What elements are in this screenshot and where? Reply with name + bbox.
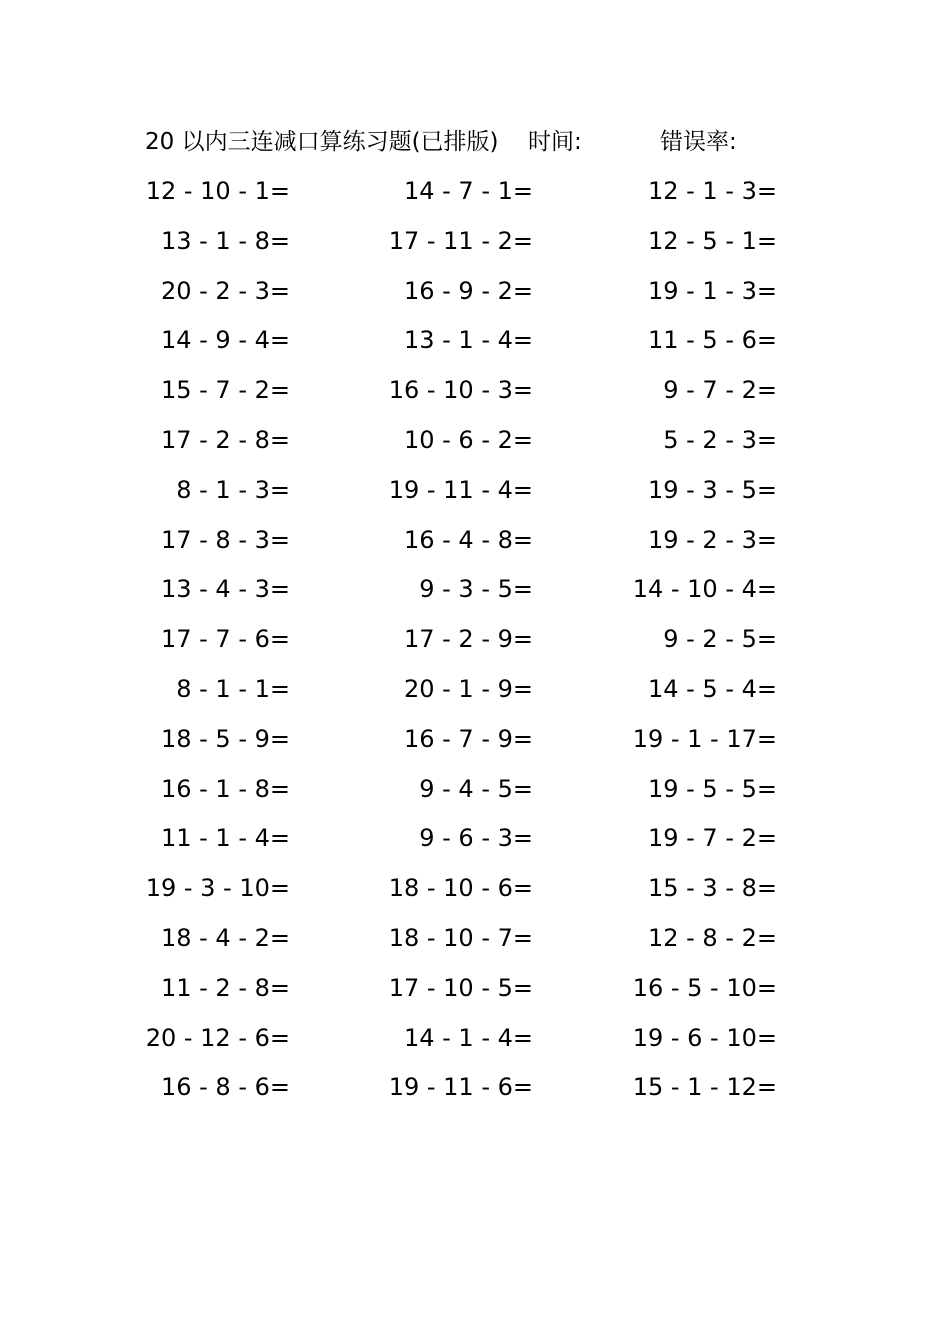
- problem: 18 - 10 - 7=: [388, 923, 533, 952]
- problem-row: [0, 521, 950, 571]
- problem-row: [0, 869, 950, 919]
- problem: 11 - 5 - 6=: [647, 326, 777, 355]
- problem: 9 - 3 - 5=: [419, 575, 533, 604]
- error-rate-label: 错误率:: [660, 129, 737, 155]
- problem: 19 - 3 - 5=: [647, 475, 777, 504]
- worksheet-header: [0, 124, 950, 160]
- problem-row: [0, 222, 950, 272]
- problem-row: [0, 670, 950, 720]
- problem-row: [0, 1068, 950, 1118]
- problem: 16 - 9 - 2=: [403, 276, 533, 305]
- problem: 15 - 3 - 8=: [647, 874, 777, 903]
- problem-row: [0, 371, 950, 421]
- problem: 14 - 1 - 4=: [403, 1023, 533, 1052]
- problem: 20 - 12 - 6=: [145, 1023, 290, 1052]
- problem: 12 - 1 - 3=: [647, 177, 777, 205]
- problem-row: [0, 969, 950, 1019]
- problem-row: [0, 172, 950, 222]
- problem: 9 - 7 - 2=: [663, 376, 777, 405]
- problem: 20 - 1 - 9=: [403, 674, 533, 703]
- problem-grid: [0, 172, 950, 1118]
- problem-row: [0, 272, 950, 322]
- problem: 17 - 11 - 2=: [388, 226, 533, 255]
- problem: 18 - 10 - 6=: [388, 874, 533, 903]
- problem: 9 - 6 - 3=: [419, 824, 533, 853]
- problem: 14 - 9 - 4=: [160, 326, 290, 355]
- problem: 8 - 1 - 1=: [176, 674, 290, 703]
- time-label: 时间:: [528, 129, 582, 155]
- problem: 19 - 3 - 10=: [145, 874, 290, 903]
- problem: 17 - 2 - 9=: [403, 625, 533, 654]
- problem: 16 - 1 - 8=: [160, 774, 290, 803]
- problem: 18 - 5 - 9=: [160, 724, 290, 753]
- problem: 16 - 5 - 10=: [632, 973, 777, 1002]
- problem: 8 - 1 - 3=: [176, 475, 290, 504]
- problem: 20 - 2 - 3=: [160, 276, 290, 305]
- problem: 12 - 10 - 1=: [145, 177, 290, 205]
- problem-row: [0, 471, 950, 521]
- problem: 18 - 4 - 2=: [160, 923, 290, 952]
- problem: 17 - 8 - 3=: [160, 525, 290, 554]
- problem: 13 - 4 - 3=: [160, 575, 290, 604]
- problem-row: [0, 720, 950, 770]
- problem: 19 - 7 - 2=: [647, 824, 777, 853]
- problem: 12 - 5 - 1=: [647, 226, 777, 255]
- problem: 19 - 5 - 5=: [647, 774, 777, 803]
- problem: 17 - 10 - 5=: [388, 973, 533, 1002]
- problem: 19 - 6 - 10=: [632, 1023, 777, 1052]
- problem-row: [0, 819, 950, 869]
- problem: 19 - 2 - 3=: [647, 525, 777, 554]
- problem-row: [0, 1019, 950, 1069]
- problem: 10 - 6 - 2=: [403, 425, 533, 454]
- problem-row: [0, 919, 950, 969]
- problem-row: [0, 421, 950, 471]
- problem: 16 - 10 - 3=: [388, 376, 533, 405]
- problem: 15 - 7 - 2=: [160, 376, 290, 405]
- problem-row: [0, 770, 950, 820]
- problem: 14 - 10 - 4=: [632, 575, 777, 604]
- problem: 9 - 4 - 5=: [419, 774, 533, 803]
- problem: 14 - 5 - 4=: [647, 674, 777, 703]
- problem: 5 - 2 - 3=: [663, 425, 777, 454]
- problem: 11 - 2 - 8=: [160, 973, 290, 1002]
- problem: 19 - 1 - 17=: [632, 724, 777, 753]
- problem: 16 - 8 - 6=: [160, 1073, 290, 1102]
- problem: 11 - 1 - 4=: [160, 824, 290, 853]
- problem: 16 - 4 - 8=: [403, 525, 533, 554]
- problem: 16 - 7 - 9=: [403, 724, 533, 753]
- page-title: 20 以内三连减口算练习题(已排版): [145, 129, 499, 155]
- problem: 12 - 8 - 2=: [647, 923, 777, 952]
- problem: 19 - 1 - 3=: [647, 276, 777, 305]
- problem: 13 - 1 - 4=: [403, 326, 533, 355]
- problem: 9 - 2 - 5=: [663, 625, 777, 654]
- problem: 17 - 2 - 8=: [160, 425, 290, 454]
- problem: 15 - 1 - 12=: [632, 1073, 777, 1102]
- problem: 13 - 1 - 8=: [160, 226, 290, 255]
- problem-row: [0, 620, 950, 670]
- problem: 14 - 7 - 1=: [403, 177, 533, 205]
- problem: 17 - 7 - 6=: [160, 625, 290, 654]
- problem: 19 - 11 - 4=: [388, 475, 533, 504]
- problem: 19 - 11 - 6=: [388, 1073, 533, 1102]
- problem-row: [0, 321, 950, 371]
- problem-row: [0, 570, 950, 620]
